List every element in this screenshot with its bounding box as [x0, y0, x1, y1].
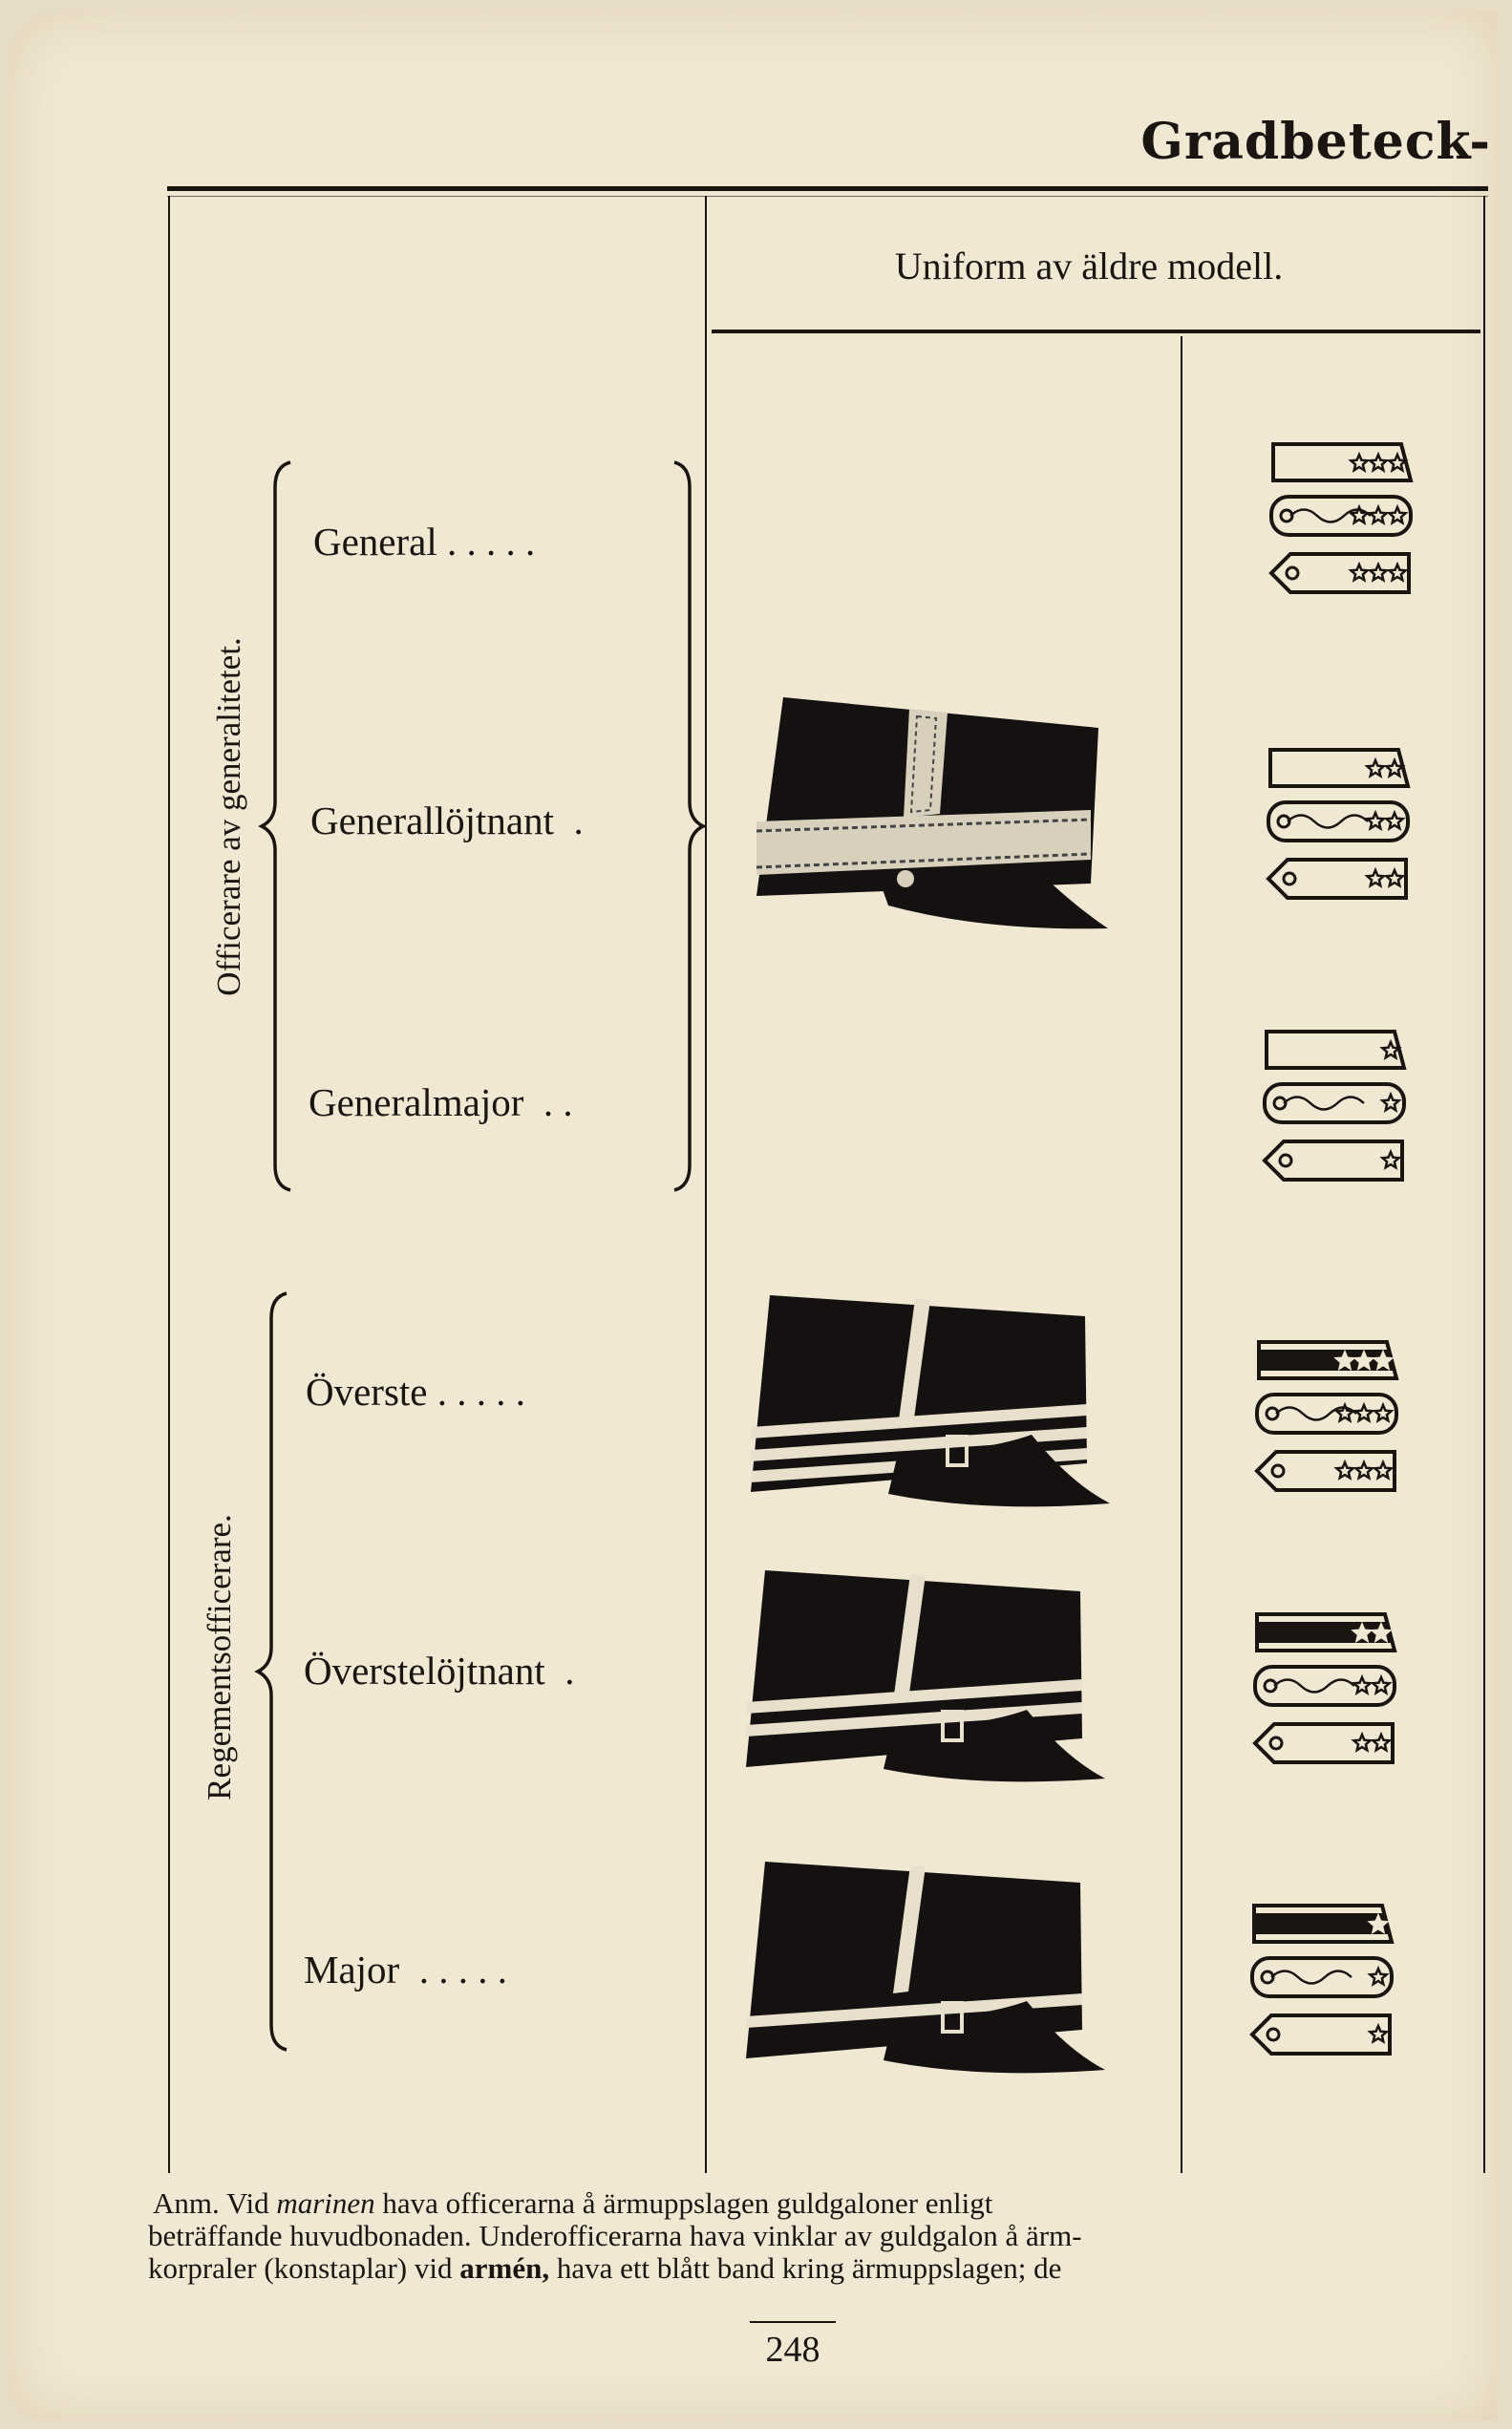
brace-left-generals — [258, 458, 296, 1194]
column-divider-2 — [1181, 336, 1182, 2173]
top-rule — [167, 186, 1488, 191]
insignia-set-4 — [1251, 1332, 1404, 1509]
insignia-set-5 — [1249, 1605, 1402, 1781]
group-label-field-officers: Regementsofficerare. — [201, 1514, 238, 1800]
rank-general: General . . . . . — [313, 520, 536, 564]
rank-overste: Överste . . . . . — [306, 1370, 526, 1414]
footnote-line3-prefix: korpraler (konstaplar) vid — [148, 2251, 460, 2285]
column-header-rule — [712, 330, 1480, 333]
footnote-line3-suffix: hava ett blått band kring ärmuppslagen; de — [549, 2251, 1062, 2285]
cap-illustration-general — [745, 688, 1127, 941]
page-number: 248 — [765, 2330, 820, 2370]
brace-left-field-officers — [254, 1289, 292, 2054]
footnote-line-3 — [148, 2252, 1480, 2285]
footnote-emphasis: marinen — [276, 2186, 375, 2220]
insignia-set-2 — [1263, 740, 1416, 917]
cap-illustration-overste — [745, 1291, 1127, 1521]
footnote-line-2: beträffande huvudbonaden. Underofficerarna hava vinklar av guldgalon å ärm- — [148, 2219, 1082, 2252]
insignia-set-6 — [1246, 1896, 1399, 2073]
rank-generalmajor: Generalmajor . . — [309, 1080, 573, 1124]
insignia-set-1 — [1266, 435, 1418, 611]
column-header: Uniform av äldre modell. — [894, 245, 1284, 288]
brace-right-generals — [669, 458, 707, 1194]
footnote-line-1 — [153, 2187, 1480, 2220]
footnote-prefix: Anm. Vid — [153, 2186, 277, 2220]
page-number-rule — [750, 2321, 836, 2323]
rank-generallojtnant: Generallöjtnant . — [310, 799, 584, 842]
footnote-line1-suffix: hava officerarna å ärmuppslagen guldgaloner enligt — [374, 2186, 993, 2220]
top-rule-thin — [167, 196, 1488, 197]
group-label-generals: Officerare av generalitetet. — [210, 637, 247, 996]
rank-major: Major . . . . . — [304, 1948, 507, 1992]
insignia-set-3 — [1259, 1022, 1412, 1199]
cap-illustration-major — [740, 1858, 1122, 2087]
footnote-bold: armén, — [459, 2251, 550, 2285]
cap-illustration-overstelojtnant — [740, 1566, 1122, 1796]
rank-overstelojtnant: Överstelöjtnant . — [304, 1649, 575, 1693]
right-border — [1483, 196, 1485, 2173]
footnote — [148, 2186, 1480, 2285]
running-header: Gradbeteck- — [1140, 113, 1491, 171]
left-border — [168, 196, 170, 2173]
